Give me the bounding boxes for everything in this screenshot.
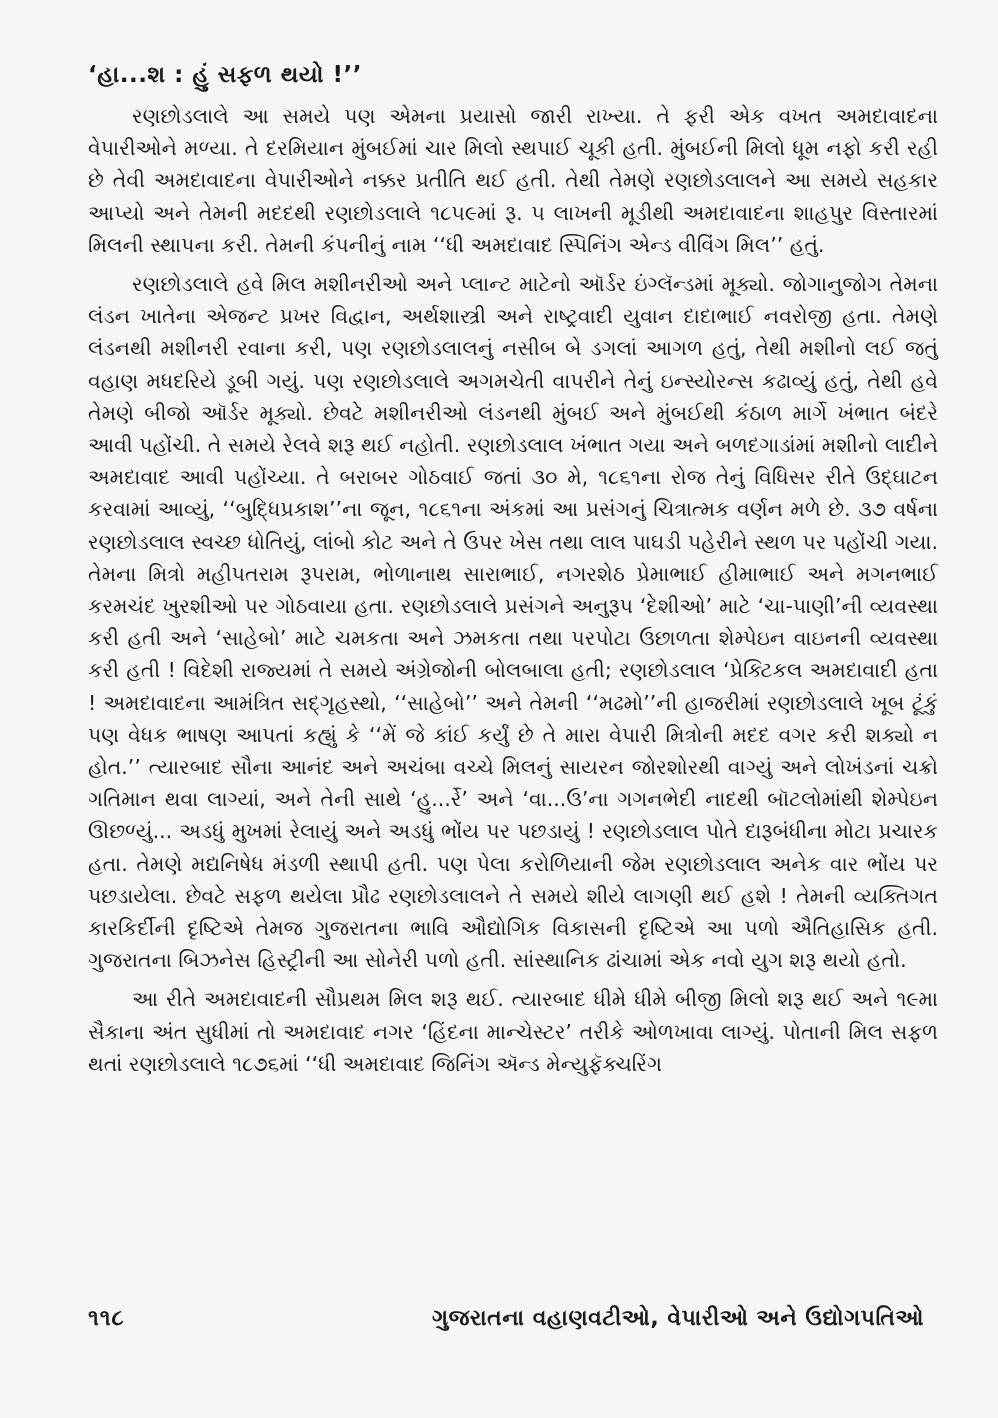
- running-footer-title: ગુજરાતના વહાણવટીઓ, વેપારીઓ અને ઉદ્યોગપતિઓ: [432, 1306, 924, 1331]
- paragraph-3: આ રીતે અમદાવાદની સૌપ્રથમ મિલ શરૂ થઈ. ત્યારબાદ ધીમે ધીમે બીજી મિલો શરૂ થઈ અને ૧૯મા સૈકાના અંત સુધીમાં તો અમદાવાદ નગર ‘હિંદના માન્ચેસ્ટર’ તરીકે ઓળખાવા લાગ્યું. પોતાની મિલ સફળ થતાં રણછોડલાલે ૧૮૭૬માં ‘‘ધી અમદાવાદ જિનિંગ ઍન્ડ મેન્યુફૅક્ચરિંગ: [88, 987, 938, 1076]
- section-heading: ‘હા...શ : હું સફળ થયો !’’: [88, 62, 362, 88]
- paragraph-2: રણછોડલાલે હવે મિલ મશીનરીઓ અને પ્લાન્ટ માટેનો ઑર્ડર ઇંગ્લૅન્ડમાં મૂક્યો. જોગાનુજોગ તેમના લંડન ખાતેના એજન્ટ પ્રખર વિદ્વાન, અર્થશાસ્ત્રી અને રાષ્ટ્રવાદી યુવાન દાદાભાઈ નવરોજી હતા. તેમણે લંડનથી મશીનરી રવાના કરી, પણ રણછોડલાલનું નસીબ બે ડગલાં આગળ હતું, તેથી મશીનો લઈ જતું વહાણ મધદરિયે ડૂબી ગયું. પણ રણછોડલાલે અગમચેતી વાપરીને તેનું ઇન્સ્યોરન્સ કઢાવ્યું હતું, તેથી હવે તેમણે બીજો ઑર્ડર મૂક્યો. છેવટે મશીનરીઓ લંડનથી મુંબઈ અને મુંબઈથી કંઠાળ માર્ગે ખંભાત બંદરે આવી પહોંચી. તે સમયે રેલવે શરૂ થઈ નહોતી. રણછોડલાલ ખંભાત ગયા અને બળદગાડાંમાં મશીનો લાદીને અમદાવાદ આવી પહોંચ્યા. તે બરાબર ગોઠવાઈ જતાં ૩૦ મે, ૧૮૬૧ના રોજ તેનું વિધિસર રીતે ઉદ્‌ઘાટન કરવામાં આવ્યું, ‘‘બુદ્ધિપ્રકાશ’’ના જૂન, ૧૮૬૧ના અંકમાં આ પ્રસંગનું ચિત્રાત્મક વર્ણન મળે છે. ૩૭ વર્ષના રણછોડલાલ સ્વચ્છ ધોતિયું, લાંબો કોટ અને તે ઉપર ખેસ તથા લાલ પાઘડી પહેરીને સ્થળ પર પહોંચી ગયા. તેમના મિત્રો મહીપતરામ રૂપરામ, ભોળાનાથ સારાભાઈ, નગરશેઠ પ્રેમાભાઈ હીમાભાઈ અને મગનભાઈ કરમચંદ ખુરશીઓ પર ગોઠવાયા હતા. રણછોડલાલે પ્રસંગને અનુરૂપ ‘દેશીઓ’ માટે ‘ચા-પાણી’ની વ્યવસ્થા કરી હતી અને ‘સાહેબો’ માટે ચમકતા અને ઝમકતા તથા પરપોટા ઉછાળતા શેમ્પેઇન વાઇનની વ્યવસ્થા કરી હતી ! વિદેશી રાજ્યમાં તે સમયે અંગ્રેજોની બોલબાલા હતી; રણછોડલાલ ‘પ્રેક્ટિકલ અમદાવાદી હતા ! અમદાવાદના આમંત્રિત સદ્‌ગૃહસ્થો, ‘‘સાહેબો’’ અને તેમની ‘‘મઢમો’’ની હાજરીમાં રણછોડલાલે ખૂબ ટૂંકું પણ વેધક ભાષણ આપતાં કહ્યું કે ‘‘મેં જે કાંઈ કર્યું છે તે મારા વેપારી મિત્રોની મદદ વગર કરી શક્યો ન હોત.’’ ત્યારબાદ સૌના આનંદ અને અચંબા વચ્ચે મિલનું સાયરન જોરશોરથી વાગ્યું અને લોખંડનાં ચક્રો ગતિમાન થવા લાગ્યાં, અને તેની સાથે ‘હુ...ર્રે’ અને ‘વા...ઉ’ના ગગનભેદી નાદથી બૉટલોમાંથી શેમ્પેઇન ઊછળ્યું... અડધું મુખમાં રેલાયું અને અડધું ભોંય પર પછડાયું ! રણછોડલાલ પોતે દારૂબંધીના મોટા પ્રચારક હતા. તેમણે મદ્યનિષેધ મંડળી સ્થાપી હતી. પણ પેલા કરોળિયાની જેમ રણછોડલાલ અનેક વાર ભોંય પર પછડાયેલા. છેવટે સફળ થયેલા પ્રૌઢ રણછોડલાલને તે સમયે શીયે લાગણી થઈ હશે ! તેમની વ્યક્તિગત કારકિર્દીની દૃષ્ટિએ તેમજ ગુજરાતના ભાવિ ઔદ્યોગિક વિકાસની દૃષ્ટિએ આ પળો ઐતિહાસિક હતી. ગુજરાતના બિઝનેસ હિસ્ટ્રીની આ સોનેરી પળો હતી. સાંસ્થાનિક ઢાંચામાં એક નવો યુગ શરૂ થયો હતો.: [88, 272, 938, 973]
- paragraph-1: રણછોડલાલે આ સમયે પણ એમના પ્રયાસો જારી રાખ્યા. તે ફરી એક વખત અમદાવાદના વેપારીઓને મળ્યા. તે દરમિયાન મુંબઈમાં ચાર મિલો સ્થપાઈ ચૂકી હતી. મુંબઈની મિલો ધૂમ નફો કરી રહી છે તેવી અમદાવાદના વેપારીઓને નક્કર પ્રતીતિ થઈ હતી. તેથી તેમણે રણછોડલાલને આ સમયે સહકાર આપ્યો અને તેમની મદદથી રણછોડલાલે ૧૮૫૯માં રૂ. ૫ લાખની મૂડીથી અમદાવાદના શાહપુર વિસ્તારમાં મિલની સ્થાપના કરી. તેમની કંપનીનું નામ ‘‘ધી અમદાવાદ સ્પિનિંગ એન્ડ વીવિંગ મિલ’’ હતું.: [88, 104, 938, 257]
- body-text: [88, 100, 938, 1087]
- page-number: ૧૧૮: [88, 1306, 125, 1331]
